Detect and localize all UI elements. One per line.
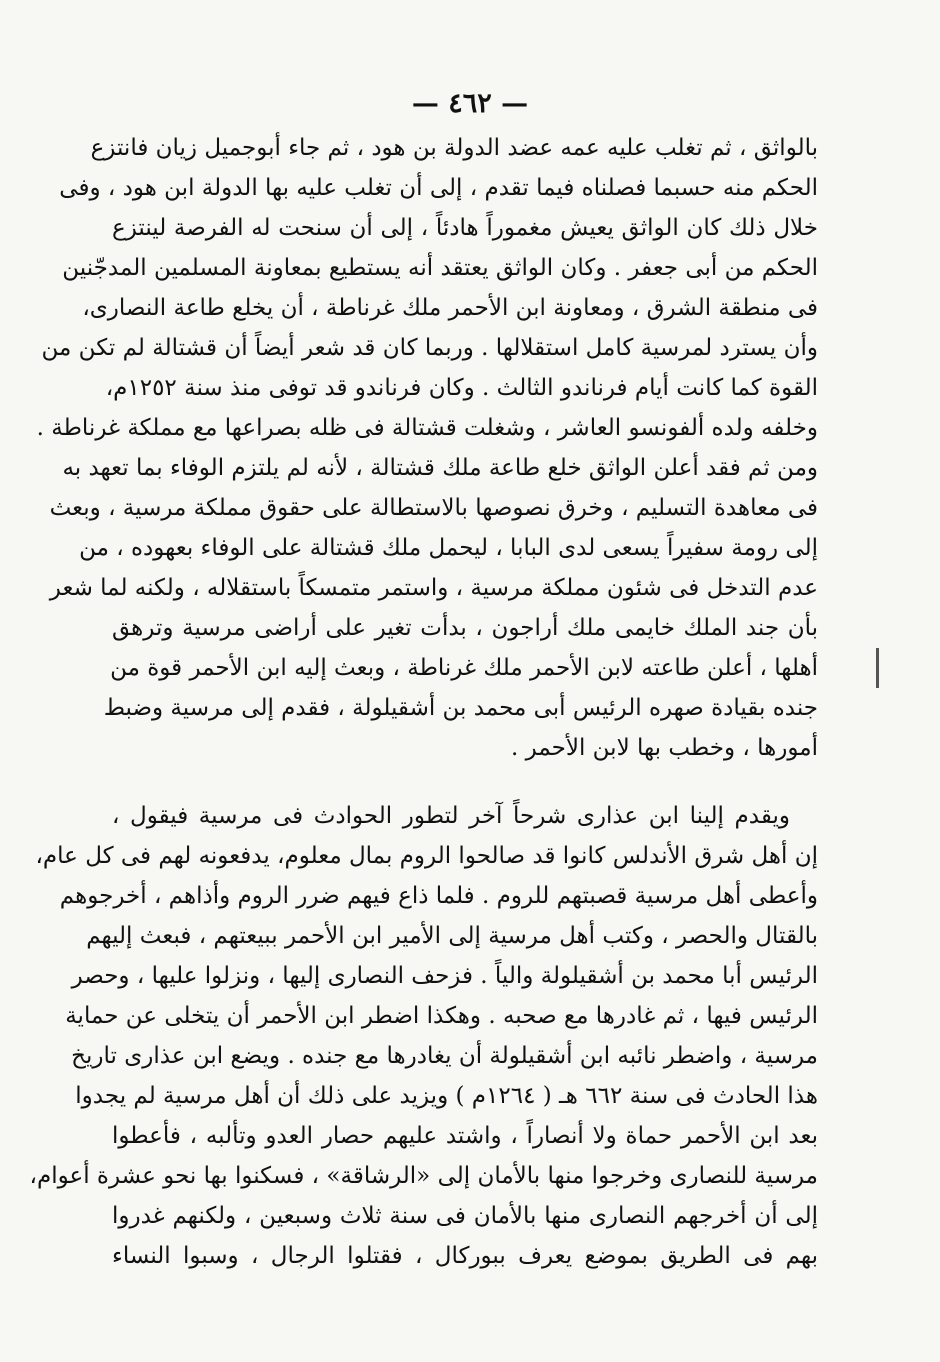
text-line: جنده بقيادة صهره الرئيس أبى محمد بن أشقيلولة ، فقدم إلى مرسية وضبط bbox=[103, 695, 818, 721]
text-line: فى معاهدة التسليم ، وخرق نصوصها بالاستطالة على حقوق مملكة مرسية ، وبعث bbox=[49, 495, 818, 521]
text-line: مرسية ، واضطر نائبه ابن أشقيلولة أن يغادرها مع جنده . ويضع ابن عذارى تاريخ bbox=[71, 1043, 818, 1069]
text-line: إن أهل شرق الأندلس كانوا قد صالحوا الروم بمال معلوم، يدفعونه لهم فى كل عام، bbox=[35, 843, 818, 869]
text-line: بالقتال والحصر ، وكتب أهل مرسية إلى الأمير ابن الأحمر ببيعتهم ، فبعث إليهم bbox=[86, 923, 818, 949]
text-line: أهلها ، أعلن طاعته لابن الأحمر ملك غرناطة ، وبعث إليه ابن الأحمر قوة من bbox=[110, 655, 818, 681]
text-line: القوة كما كانت أيام فرناندو الثالث . وكان فرناندو قد توفى منذ سنة ١٢٥٢م، bbox=[105, 375, 818, 401]
text-line: عدم التدخل فى شئون مملكة مرسية ، واستمر متمسكاً باستقلاله ، ولكنه لما شعر bbox=[49, 575, 818, 601]
text-line: هذا الحادث فى سنة ٦٦٢ هـ ( ١٢٦٤م ) ويزيد على ذلك أن أهل مرسية لم يجدوا bbox=[75, 1083, 818, 1109]
page-number: — ٤٦٢ — bbox=[411, 88, 529, 119]
text-line: ومن ثم فقد أعلن الواثق خلع طاعة ملك قشتالة ، لأنه لم يلتزم الوفاء بما تعهد به bbox=[62, 455, 818, 481]
text-line: إلى رومة سفيراً يسعى لدى البابا ، ليحمل ملك قشتالة على الوفاء بعهوده ، من bbox=[79, 535, 818, 561]
text-line: بأن جند الملك خايمى ملك أراجون ، بدأت تغير على أراضى مرسية وترهق bbox=[112, 615, 818, 641]
text-line: أمورها ، وخطب بها لابن الأحمر . bbox=[511, 735, 818, 761]
text-line: بهم فى الطريق بموضع يعرف ببوركال ، فقتلوا الرجال ، وسبوا النساء bbox=[112, 1243, 818, 1269]
text-line: مرسية للنصارى وخرجوا منها بالأمان إلى «الرشاقة» ، فسكنوا بها نحو عشرة أعوام، bbox=[29, 1163, 818, 1189]
text-line: وخلفه ولده ألفونسو العاشر ، وشغلت قشتالة فى ظله بصراعها مع مملكة غرناطة . bbox=[36, 415, 818, 441]
text-line: ويقدم إلينا ابن عذارى شرحاً آخر لتطور الحوادث فى مرسية فيقول ، bbox=[112, 803, 790, 829]
margin-mark bbox=[876, 648, 879, 688]
text-line: الحكم من أبى جعفر . وكان الواثق يعتقد أنه يستطيع بمعاونة المسلمين المدجّنين bbox=[62, 255, 818, 281]
text-line: إلى أن أخرجهم النصارى منها بالأمان فى سنة ثلاث وسبعين ، ولكنهم غدروا bbox=[112, 1203, 818, 1229]
text-line: خلال ذلك كان الواثق يعيش مغموراً هادئاً ، إلى أن سنحت له الفرصة لينتزع bbox=[112, 215, 818, 241]
text-line: فى منطقة الشرق ، ومعاونة ابن الأحمر ملك غرناطة ، أن يخلع طاعة النصارى، bbox=[82, 295, 818, 321]
text-line: الحكم منه حسبما فصلناه فيما تقدم ، إلى أن تغلب عليه بها الدولة ابن هود ، وفى bbox=[59, 175, 818, 201]
text-line: الرئيس فيها ، ثم غادرها مع صحبه . وهكذا اضطر ابن الأحمر أن يتخلى عن حماية bbox=[65, 1003, 818, 1029]
text-line: وأعطى أهل مرسية قصبتهم للروم . فلما ذاع فيهم ضرر الروم وأذاهم ، أخرجوهم bbox=[59, 883, 818, 909]
text-line: وأن يسترد لمرسية كامل استقلالها . وربما كان قد شعر أيضاً أن قشتالة لم تكن من bbox=[41, 335, 818, 361]
text-line: بالواثق ، ثم تغلب عليه عمه عضد الدولة بن هود ، ثم جاء أبوجميل زيان فانتزع bbox=[90, 135, 818, 161]
paragraph-2 bbox=[29, 796, 818, 1276]
text-line: الرئيس أبا محمد بن أشقيلولة والياً . فزحف النصارى إليها ، ونزلوا عليها ، وحصر bbox=[71, 963, 818, 989]
paragraph-1 bbox=[36, 128, 818, 768]
text-line: بعد ابن الأحمر حماة ولا أنصاراً ، واشتد عليهم حصار العدو وتألبه ، فأعطوا bbox=[112, 1123, 818, 1149]
